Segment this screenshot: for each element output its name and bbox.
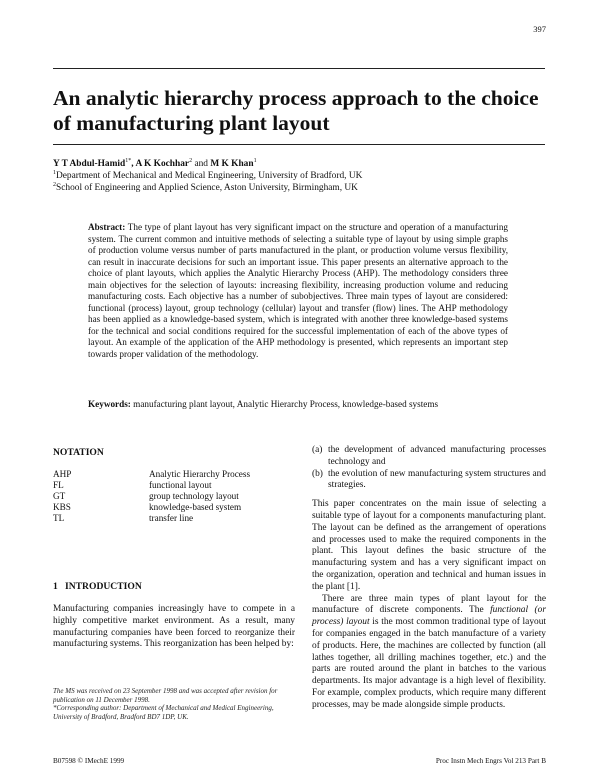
notation-row: TL transfer line <box>53 513 194 523</box>
list-item-b: (b) the evolution of new manufacturing system structures and strategies. <box>312 468 546 491</box>
intro-heading: 1 INTRODUCTION <box>53 581 142 592</box>
affiliation-2: $^2$School of Engineering and Applied Science, Aston University, Birmingham, UK <box>53 181 358 193</box>
keywords <box>88 398 518 410</box>
footnote-corresponding: *Corresponding author: Department of Mechanical and Medical Engineering, University of Bradford, Bradford BD7 1DP, UK. <box>53 704 274 721</box>
author-block <box>53 158 362 194</box>
title-rule <box>53 144 545 145</box>
right-paragraph-2: There are three main types of plant layout for the manufacture of discrete components. The functional (or process) layout is the most common traditional type of layout for companies engaged in the batch manufacture of a variety of products. Here, the machines are collected by function (all lathes together, all drilling machines together, etc.) and the parts are routed around the plant in batches to the various departments. Its major advantage is a high level of flexibility. For example, complex products, which require many different processes, may be made alongside simple products. <box>312 593 546 710</box>
footnote <box>53 687 295 721</box>
notation-row: KBS knowledge-based system <box>53 502 242 512</box>
keywords-text: manufacturing plant layout, Analytic Hierarchy Process, knowledge-based systems <box>133 399 439 409</box>
keywords-label: Keywords: <box>88 399 131 409</box>
right-paragraph-1: This paper concentrates on the main issue of selecting a suitable type of layout for a components manufacturing plant. The layout can be defined as the arrangement of operations and processes used to make the required components in the plant. This layout defines the basic structure of the manufacturing system and has a very significant impact on the organization, operation and technical and human issues in the plant [1]. <box>312 499 546 592</box>
notation-row: AHP Analytic Hierarchy Process <box>53 469 251 479</box>
affiliation-1: $^1$Department of Mechanical and Medical Engineering, University of Bradford, UK <box>53 169 363 181</box>
paper-title: An analytic hierarchy process approach to the choice of manufacturing plant layout <box>53 86 539 135</box>
footer-left: B07598 © IMechE 1999 <box>53 757 125 765</box>
author-names: Y T Abdul-Hamid$^{1*}$, A K Kochhar$^2$ and M K Khan$^1$ <box>53 157 257 169</box>
top-rule <box>53 68 545 69</box>
notation-row: GT group technology layout <box>53 491 239 501</box>
abstract-label: Abstract: <box>88 222 126 232</box>
notation-heading: NOTATION <box>53 447 104 458</box>
page-number: 397 <box>533 24 546 34</box>
list-item-a: (a) the development of advanced manufacturing processes technology and <box>312 445 546 467</box>
abstract-text: The type of plant layout has very significant impact on the structure and operation of a manufacturing system. The current common and intuitive methods of selecting a suitable type of layout by using simple graphs of production volume versus number of parts manufactured in the plant, or production volume versus flexibility, can result in inaccurate decisions for such an important issue. This paper presents an alternative approach to the choice of plant layouts, which applies the Analytic Hierarchy Process (AHP). The methodology considers three main objectives for the selection of layouts: increasing flexibility, increasing production volume and reducing manufacturing costs. Each objective has a number of subobjectives. Three main types of layout are considered: functional (process) layout, group technology (cellular) layout and transfer (flow) lines. The AHP methodology has been applied as a knowledge-based system, which is integrated with another three knowledge-based systems for the technical and social conditions required for the successful implementation of each of the above types of layout. An example of the application of the AHP methodology is presented, which represents an important step towards proper validation of the methodology. <box>88 222 509 359</box>
abstract <box>88 222 508 360</box>
notation-list <box>53 469 293 524</box>
right-column <box>312 445 546 712</box>
footer-right: Proc Instn Mech Engrs Vol 213 Part B <box>435 757 546 765</box>
notation-row: FL functional layout <box>53 480 212 490</box>
footnote-received: The MS was received on 23 September 1998 and was accepted after revision for publication on 11 December 1998. <box>53 687 278 704</box>
intro-paragraph: Manufacturing companies increasingly have to compete in a highly competitive market environment. As a result, many manufacturing companies have been forced to reorganize their manufacturing systems. This reorganization has been helped by: <box>53 604 295 650</box>
